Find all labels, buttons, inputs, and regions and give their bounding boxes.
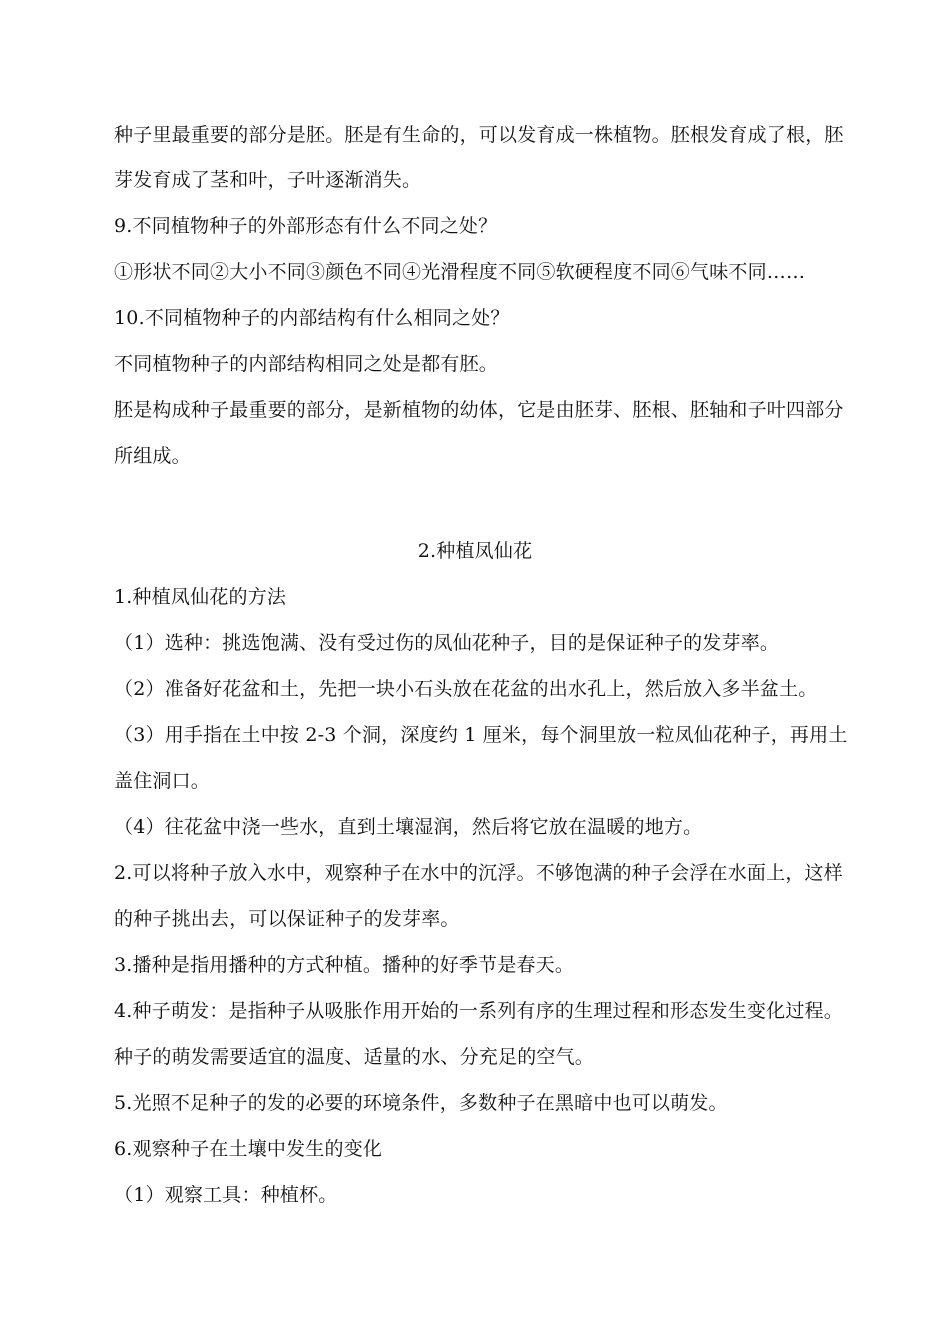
item-2-line-2: 的种子挑出去，可以保证种子的发芽率。 [114,908,460,930]
intro-line-2: 芽发育成了茎和叶，子叶逐渐消失。 [114,169,422,191]
answer-10: 不同植物种子的内部结构相同之处是都有胚。 [114,353,499,375]
note-10-line-2: 所组成。 [114,445,191,467]
item-4-line-1: 4.种子萌发：是指种子从吸胀作用开始的一系列有序的生理过程和形态发生变化过程。 [114,1000,843,1022]
section-title: 2.种植凤仙花 [417,540,533,562]
item-4-line-2: 种子的萌发需要适宜的温度、适量的水、分充足的空气。 [114,1046,595,1068]
item-6-heading: 6.观察种子在土壤中发生的变化 [114,1138,383,1160]
item-1-step-1: （1）选种：挑选饱满、没有受过伤的凤仙花种子，目的是保证种子的发芽率。 [114,632,780,654]
item-1-step-3-line-2: 盖住洞口。 [114,770,211,792]
question-10: 10.不同植物种子的内部结构有什么相同之处？ [114,307,510,329]
item-3: 3.播种是指用播种的方式种植。播种的好季节是春天。 [114,954,575,976]
note-10-line-1: 胚是构成种子最重要的部分，是新植物的幼体，它是由胚芽、胚根、胚轴和子叶四部分 [114,399,844,421]
item-1-step-4: （4）往花盆中浇一些水，直到土壤湿润，然后将它放在温暖的地方。 [114,816,703,838]
item-5: 5.光照不足种子的发的必要的环境条件，多数种子在黑暗中也可以萌发。 [114,1092,728,1114]
item-2-line-1: 2.可以将种子放入水中，观察种子在水中的沉浮。不够饱满的种子会浮在水面上，这样 [114,862,843,884]
intro-line-1: 种子里最重要的部分是胚。胚是有生命的，可以发育成一株植物。胚根发育成了根，胚 [114,124,844,146]
item-1-step-2: （2）准备好花盆和土，先把一块小石头放在花盆的出水孔上，然后放入多半盆土。 [114,678,818,700]
item-6-step-1: （1）观察工具：种植杯。 [114,1184,338,1206]
item-1-step-3-line-1: （3）用手指在土中按 2-3 个洞，深度约 1 厘米，每个洞里放一粒凤仙花种子，再用土 [114,724,848,746]
item-1-heading: 1.种植凤仙花的方法 [114,586,287,608]
answer-9: ①形状不同②大小不同③颜色不同④光滑程度不同⑤软硬程度不同⑥气味不同…… [114,261,806,283]
question-9: 9.不同植物种子的外部形态有什么不同之处？ [114,215,498,237]
